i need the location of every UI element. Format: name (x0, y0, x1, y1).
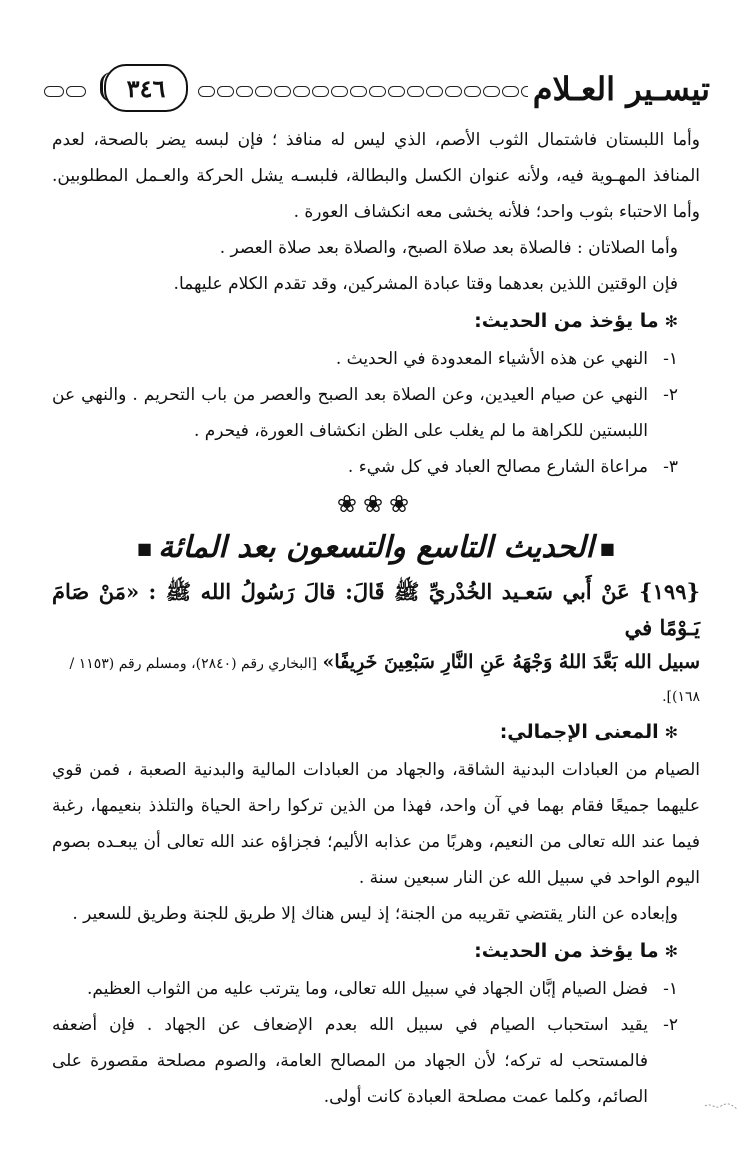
hadith-text: {١٩٩} عَنْ أَبي سَعـيد الخُدْريِّ ﷺ قَالَ: قالَ رَسُولُ الله ﷺ : «مَنْ صَامَ يَـوْمًا في (52, 579, 700, 640)
decorative-chain-border (198, 86, 528, 102)
list-number: ٢- (663, 385, 678, 405)
book-title: تيسـير العـلام (532, 70, 710, 108)
square-bullet-icon: ■ (599, 539, 615, 558)
paragraph: فإن الوقتين اللذين بعدهما وقتا عبادة المشركين، وقد تقدم الكلام عليهما. (173, 274, 678, 294)
page-number-badge (104, 64, 188, 112)
hadith-title: ■الحديث التاسع والتسعون بعد المائة■ (137, 530, 615, 565)
list-item (52, 971, 700, 1007)
page-number: ٣٤٦ (126, 73, 166, 103)
square-bullet-icon: ■ (137, 539, 153, 558)
asterisk-icon: ✻ (664, 723, 678, 742)
asterisk-icon: ✻ (664, 312, 678, 331)
list-item (52, 341, 700, 377)
hadith-text-continued: سبيل الله بَعَّدَ اللهُ وَجْهَهُ عَنِ النَّارِ سَبْعِينَ خَرِيفًا» [البخاري رقم (٢٨٤٠)، ومسلم رقم (١١٥٣ / ١٦٨)]. (69, 651, 700, 705)
paragraph: وأما اللبستان فاشتمال الثوب الأصم، الذي ليس له منافذ ؛ فإن لبسه يضر بالصحة، لعدم المنافذ المهـوية فيه، ولأنه عنوان الكسل والبطالة، فلبسـه يشل الحركة والعـمل المطلوبين. وأما الاحتباء بثوب واحد؛ فلأنه يخشى معه انكشاف العورة . (52, 130, 700, 222)
list-number: ٢- (663, 1015, 678, 1035)
page-header (40, 62, 710, 120)
list-number: ١- (663, 979, 678, 999)
list-text: يقيد استحباب الصيام في سبيل الله بعدم الإضعاف عن الجهاد . فإن أضعفه فالمستحب له تركه؛ لأن الجهاد من المصالح العامة، والصوم مصلحة مقصورة على الصائم، وكلما عمت مصلحة العبادة كانت أولى. (52, 1015, 648, 1107)
section-heading: ✻المعنى الإجمالي: (499, 721, 678, 743)
paragraph: وإبعاده عن النار يقتضي تقريبه من الجنة؛ إذ ليس هناك إلا طريق للجنة وطريق للسعير . (72, 904, 678, 924)
list-item (52, 377, 700, 449)
paragraph: وأما الصلاتان : فالصلاة بعد صلاة الصبح، والصلاة بعد صلاة العصر . (219, 238, 678, 258)
hadith-source: [البخاري رقم (٢٨٤٠)، ومسلم رقم (١١٥٣ / ١٦٨)]. (69, 656, 700, 705)
list-number: ١- (663, 349, 678, 369)
decorative-end-knot (40, 86, 86, 102)
flower-ornament-divider: ❀❀❀ (336, 490, 416, 518)
list-text: النهي عن صيام العيدين، وعن الصلاة بعد الصبح والعصر من باب التحريم . والنهي عن اللبستين للكراهة ما لم يغلب على الظن انكشاف العورة، فيحرم . (52, 385, 648, 441)
list-number: ٣- (663, 457, 678, 477)
list-text: النهي عن هذه الأشياء المعدودة في الحديث . (335, 349, 648, 369)
paragraph: الصيام من العبادات البدنية الشاقة، والجهاد من العبادات المالية والبدنية الصعبة ، فمن قوي عليهما جميعًا فقام بهما في آن واحد، فهذا من الذين تركوا راحة الحياة والتلذذ بنعيمها، رغبة فيما عند الله تعالى من النعيم، وهربًا من عذابه الأليم؛ فجزاؤه عند الله تعالى أن يبعـده بصوم اليوم الواحد في سبيل الله عن النار سبعين سنة . (52, 760, 700, 888)
asterisk-icon: ✻ (664, 942, 678, 961)
pen-mark (703, 1100, 739, 1114)
page-content (52, 122, 700, 1115)
list-item (52, 449, 700, 485)
list-text: فضل الصيام إبَّان الجهاد في سبيل الله تعالى، وما يترتب عليه من الثواب العظيم. (87, 979, 648, 999)
section-heading: ✻ما يؤخذ من الحديث: (474, 940, 678, 962)
list-text: مراعاة الشارع مصالح العباد في كل شيء . (347, 457, 648, 477)
section-heading: ✻ما يؤخذ من الحديث: (474, 310, 678, 332)
list-item (52, 1007, 700, 1115)
